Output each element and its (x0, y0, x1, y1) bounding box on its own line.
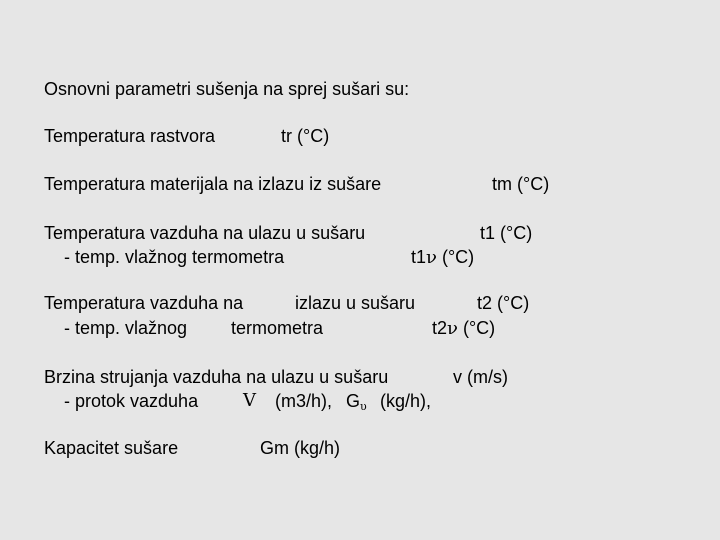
row-label-air-outlet-temp-a: Temperatura vazduha na (44, 293, 244, 313)
row-unit-dryer-capacity: Gm (kg/h) (260, 438, 341, 458)
mass-flow-symbol: Gυ (346, 391, 367, 413)
row-unit-air-velocity: v (m/s) (453, 367, 508, 387)
row-unit-solution-temp: tr (°C) (281, 126, 330, 146)
row-label-wet-bulb-outlet-a: - temp. vlažnog (64, 318, 188, 338)
row-label-wet-bulb-inlet: - temp. vlažnog termometra (64, 247, 285, 267)
row-label-solution-temp: Temperatura rastvora (44, 126, 216, 146)
row-label-wet-bulb-outlet-b: termometra (231, 318, 324, 338)
row-unit-material-temp: tm (°C) (492, 174, 550, 194)
row-label-air-velocity: Brzina strujanja vazduha na ulazu u sušaru (44, 367, 389, 387)
row-unit-wet-bulb-inlet: t1ν (°C) (411, 247, 475, 268)
row-label-air-flow: - protok vazduha (64, 391, 199, 411)
row-unit-air-inlet-temp: t1 (°C) (480, 223, 533, 243)
volume-flow-unit: (m3/h), (275, 391, 333, 411)
row-label-material-temp: Temperatura materijala na izlazu iz sušare (44, 174, 382, 194)
row-label-air-outlet-temp-b: izlazu u sušaru (295, 293, 416, 313)
row-unit-air-outlet-temp: t2 (°C) (477, 293, 530, 313)
slide-heading: Osnovni parametri sušenja na sprej sušari su: (44, 79, 410, 99)
row-unit-wet-bulb-outlet: t2ν (°C) (432, 318, 496, 339)
row-label-dryer-capacity: Kapacitet sušare (44, 438, 179, 458)
volume-flow-symbol: V (243, 390, 256, 411)
mass-flow-unit: (kg/h), (380, 391, 432, 411)
row-label-air-inlet-temp: Temperatura vazduha na ulazu u sušaru (44, 223, 366, 243)
